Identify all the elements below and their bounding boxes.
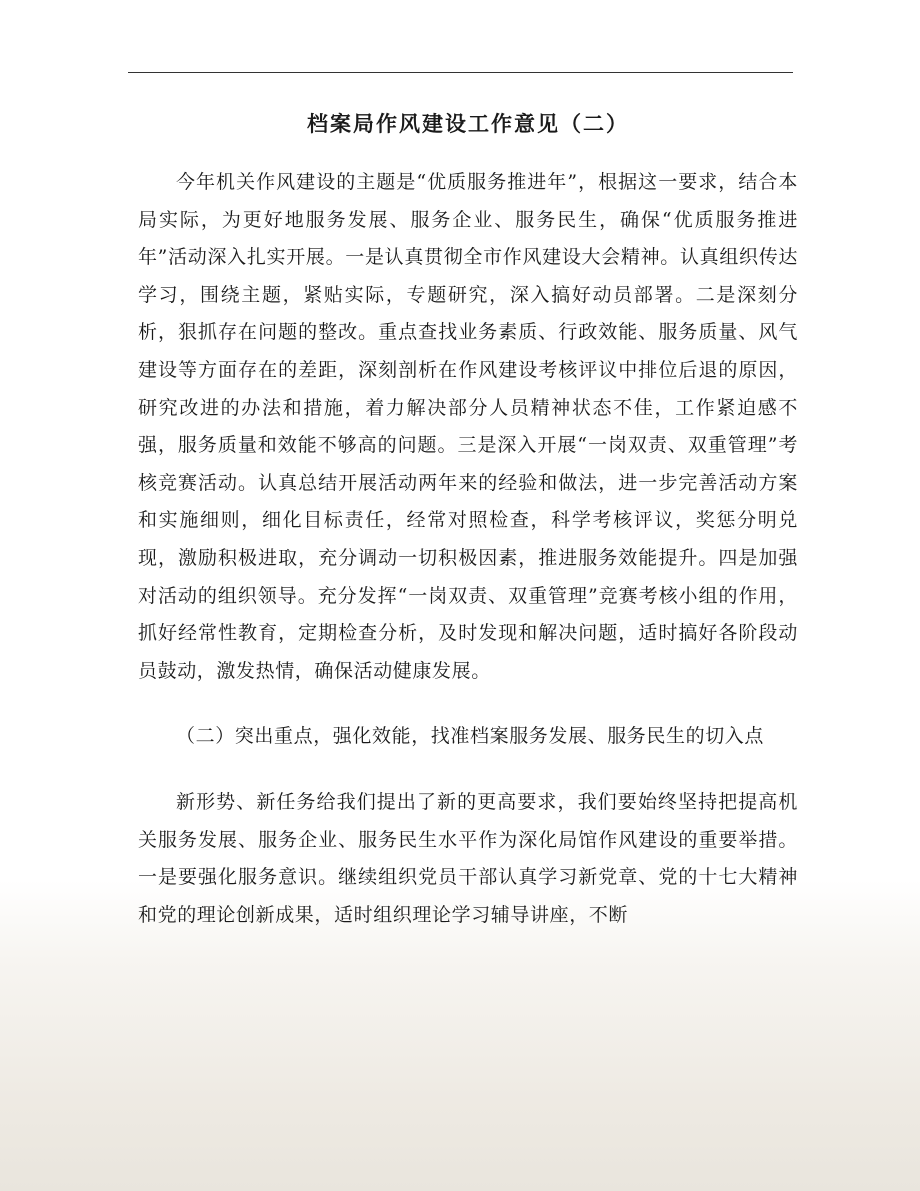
section-heading: （二）突出重点，强化效能，找准档案服务发展、服务民生的切入点: [176, 725, 765, 748]
document-body: [138, 104, 798, 934]
header-rule: [128, 72, 793, 73]
paragraph-2: 新形势、新任务给我们提出了新的更高要求，我们要始终坚持把提高机关服务发展、服务企业、服务民生水平作为深化局馆作风建设的重要举措。一是要强化服务意识。继续组织党员干部认真学习新党章、党的十七大精神和党的理论创新成果，适时组织理论学习辅导讲座，不断: [138, 790, 798, 926]
document-title: 档案局作风建设工作意见（二）: [307, 111, 629, 136]
paragraph-1: 今年机关作风建设的主题是“优质服务推进年”，根据这一要求，结合本局实际，为更好地服务发展、服务企业、服务民生，确保“优质服务推进年”活动深入扎实开展。一是认真贯彻全市作风建设大会精神。认真组织传达学习，围绕主题，紧贴实际，专题研究，深入搞好动员部署。二是深刻分析，狠抓存在问题的整改。重点查找业务素质、行政效能、服务质量、风气建设等方面存在的差距，深刻剖析在作风建设考核评议中排位后退的原因，研究改进的办法和措施，着力解决部分人员精神状态不佳，工作紧迫感不强，服务质量和效能不够高的问题。三是深入开展“一岗双责、双重管理”考核竞赛活动。认真总结开展活动两年来的经验和做法，进一步完善活动方案和实施细则，细化目标责任，经常对照检查，科学考核评议，奖惩分明兑现，激励积极进取，充分调动一切积极因素，推进服务效能提升。四是加强对活动的组织领导。充分发挥“一岗双责、双重管理”竞赛考核小组的作用，抓好经常性教育，定期检查分析，及时发现和解决问题，适时搞好各阶段动员鼓动，激发热情，确保活动健康发展。: [138, 171, 798, 682]
